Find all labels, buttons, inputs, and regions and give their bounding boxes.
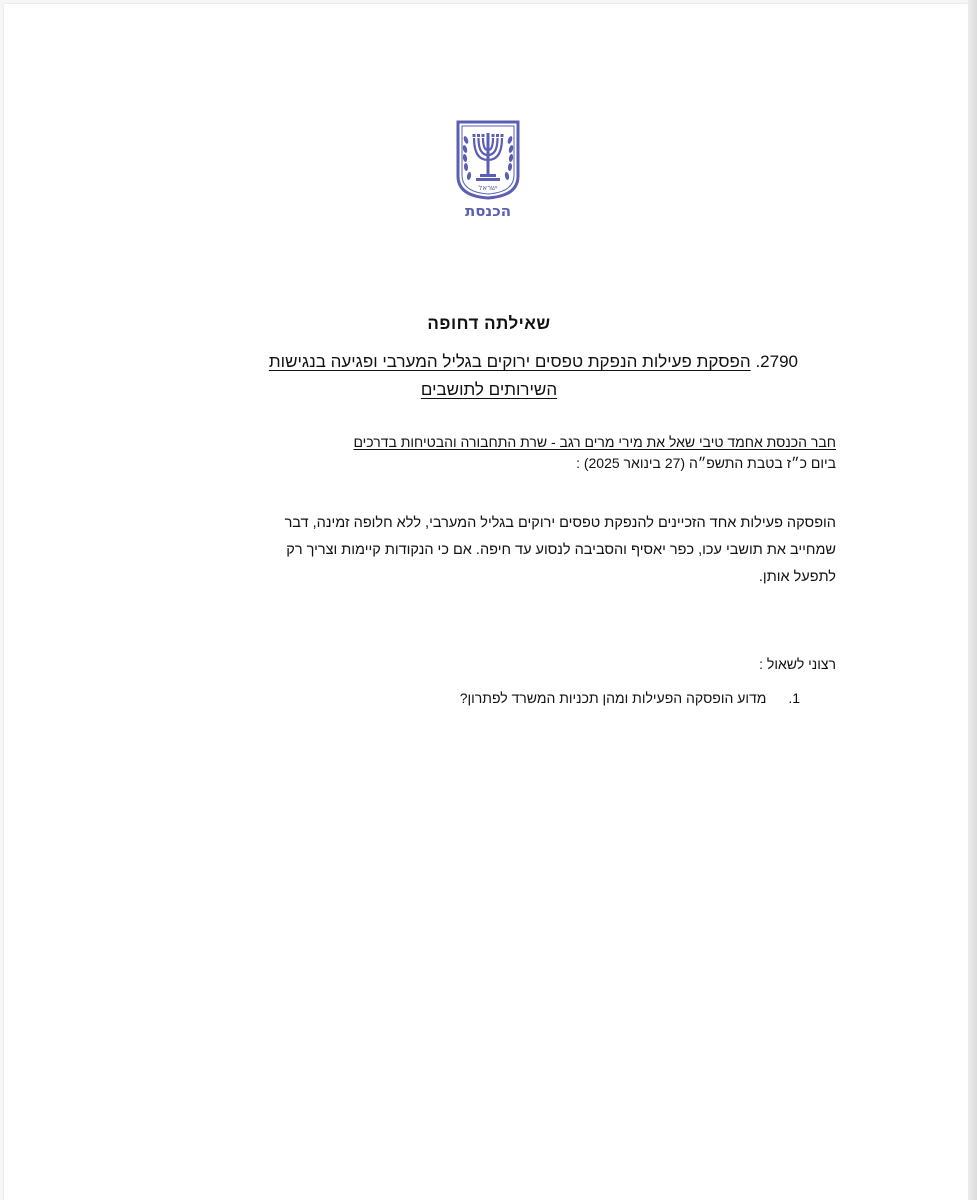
- question-number: 1.: [788, 690, 800, 706]
- subject-heading: [180, 346, 798, 378]
- emblem-banner-text: ישראל: [478, 184, 498, 192]
- body-line: שמחייב את תושבי עכו, כפר יאסיף והסביבה לנסוע עד חיפה. אם כי הנקודות קיימות וצריך רק: [286, 542, 836, 558]
- ask-label: רצוני לשאול :: [759, 656, 836, 672]
- knesset-emblem-icon: [452, 118, 524, 222]
- subject-number: 2790.: [755, 352, 798, 371]
- page-title: שאילתה דחופה: [427, 314, 551, 333]
- question-item: [160, 690, 800, 706]
- date-line: ביום כ״ז בטבת התשפ״ה (27 בינואר 2025) :: [576, 455, 836, 471]
- asker-line: חבר הכנסת אחמד טיבי שאל את מירי מרים רגב - שרת התחבורה והבטיחות בדרכים: [353, 434, 836, 450]
- question-text: מדוע הופסקה הפעילות ומהן תכניות המשרד לפתרון?: [459, 690, 767, 706]
- emblem-caption: הכנסת: [464, 202, 512, 220]
- subject-line-1: הפסקת פעילות הנפקת טפסים ירוקים בגליל המערבי ופגיעה בנגישות: [268, 352, 751, 371]
- body-line: הופסקה פעילות אחד הזכיינים להנפקת טפסים ירוקים בגליל המערבי, ללא חלופה זמינה, דבר: [284, 515, 836, 531]
- scroll-edge: [968, 0, 977, 1200]
- subject-heading-continued: [300, 380, 678, 400]
- body-line: לתפעל אותן.: [758, 569, 836, 585]
- subject-line-2: השירותים לתושבים: [420, 380, 558, 399]
- body-paragraph: [160, 510, 836, 591]
